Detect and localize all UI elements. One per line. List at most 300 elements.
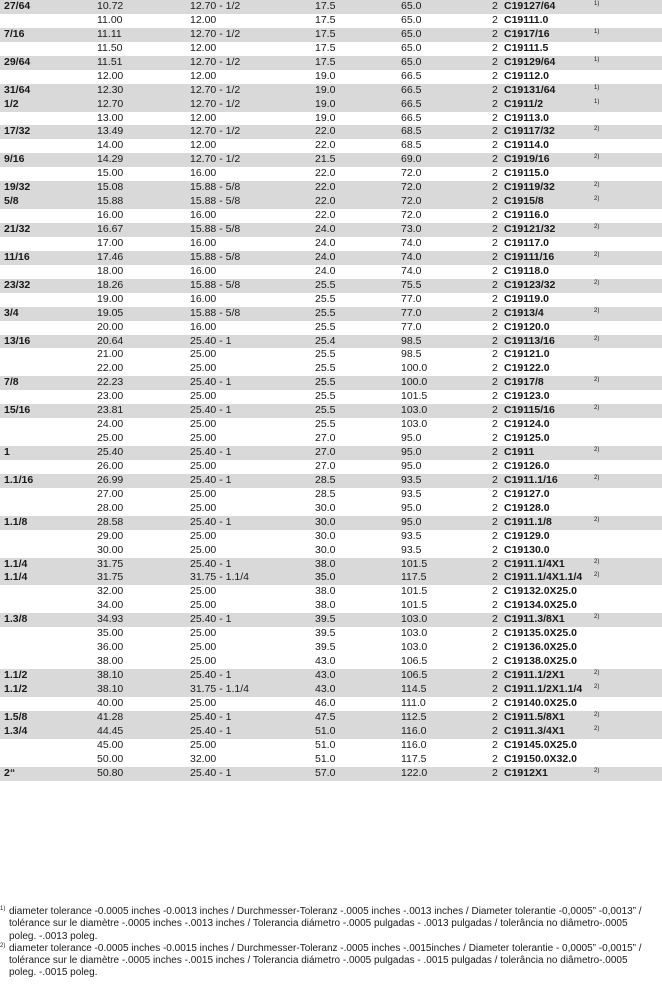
article-number: C19123/32 [504,278,556,291]
table-row [0,321,662,335]
article-number: C1911/2 [504,97,544,110]
shank-size: 16.00 [190,236,217,249]
overall-length: 106.5 [401,655,428,668]
footnote-ref: 2) [594,377,600,384]
bore-diameter: 14.29 [97,153,124,166]
overall-length: 112.5 [401,710,427,723]
bore-diameter: 22.23 [97,376,124,389]
overall-length: 111.0 [401,696,426,709]
shank-size: 25.00 [190,627,217,640]
article-number: C1915/8 [504,195,544,208]
table-row [0,293,662,307]
cutting-length: 19.0 [315,83,336,96]
overall-length: 117.5 [401,571,427,584]
overall-length: 65.0 [401,55,422,68]
bore-diameter: 26.99 [97,473,124,486]
cutting-length: 17.5 [315,0,336,12]
footnote-ref: 2) [594,182,600,189]
article-number: C19126.0 [504,459,550,472]
article-number: C19111/16 [504,250,555,263]
overall-length: 72.0 [401,167,422,180]
footnote-ref: 2) [594,614,600,621]
size-inch: 1/2 [4,97,19,110]
shank-size: 25.00 [190,655,217,668]
flutes: 2 [492,418,498,431]
overall-length: 95.0 [401,501,422,514]
table-row [0,739,662,753]
shank-size: 16.00 [190,167,217,180]
cutting-length: 30.0 [315,529,336,542]
article-number: C19115.0 [504,167,549,180]
flutes: 2 [492,696,498,709]
bore-diameter: 34.00 [97,599,124,612]
footnote-ref: 1) [594,98,600,105]
bore-diameter: 17.46 [97,250,124,263]
overall-length: 72.0 [401,209,422,222]
flutes: 2 [492,250,498,263]
flutes: 2 [492,571,498,584]
shank-size: 12.00 [190,13,217,26]
table-row [0,488,662,502]
flutes: 2 [492,613,498,626]
flutes: 2 [492,655,498,668]
bore-diameter: 25.00 [97,432,124,445]
flutes: 2 [492,320,498,333]
table-row [0,432,662,446]
footnote-ref: 2) [594,767,600,774]
size-inch: 17/32 [4,125,31,138]
flutes: 2 [492,83,498,96]
overall-length: 66.5 [401,83,422,96]
article-number: C19121.0 [504,348,550,361]
footnote-ref: 1) [594,56,600,63]
shank-size: 25.40 - 1 [190,613,232,626]
cutting-length: 27.0 [315,446,336,458]
article-number: C1911.1/2X1.1/4 [504,682,583,695]
article-number: C1911.1/16 [504,473,558,486]
cutting-length: 43.0 [315,669,336,681]
table-row [0,558,662,572]
flutes: 2 [492,41,498,54]
table-row [0,571,662,585]
table-row [0,390,662,404]
flutes: 2 [492,236,498,249]
flutes: 2 [492,27,498,40]
footnote-ref: 2) [594,335,600,342]
article-number: C19125.0 [504,432,550,445]
shank-size: 16.00 [190,264,217,277]
shank-size: 12.00 [190,69,217,82]
flutes: 2 [492,585,498,598]
article-number: C1911.1/4X1 [504,557,565,570]
shank-size: 25.00 [190,543,217,556]
overall-length: 95.0 [401,446,422,458]
cutting-length: 25.5 [315,320,336,333]
table-row [0,181,662,195]
cutting-length: 25.5 [315,390,336,403]
article-number: C19111.0 [504,13,549,26]
bore-diameter: 20.00 [97,320,124,333]
flutes: 2 [492,334,498,347]
cutting-length: 28.5 [315,487,336,500]
footnote-ref: 2) [594,196,600,203]
overall-length: 103.0 [401,418,428,431]
article-number: C19128.0 [504,501,550,514]
overall-length: 117.5 [401,752,427,765]
shank-size: 25.00 [190,390,217,403]
cutting-length: 25.5 [315,348,336,361]
cutting-length: 30.0 [315,515,336,528]
flutes: 2 [492,362,498,375]
table-row [0,641,662,655]
flutes: 2 [492,278,498,291]
cutting-length: 17.5 [315,27,336,40]
bore-diameter: 18.26 [97,278,124,291]
overall-length: 114.5 [401,682,427,695]
overall-length: 73.0 [401,223,422,235]
table-row [0,307,662,321]
overall-length: 74.0 [401,250,422,263]
table-row [0,753,662,767]
table-row [0,376,662,390]
table-row [0,56,662,70]
cutting-length: 22.0 [315,125,336,138]
article-number: C19114.0 [504,139,549,152]
cutting-length: 51.0 [315,724,336,737]
article-number: C19121/32 [504,223,556,235]
footnote-ref: 2) [594,474,600,481]
shank-size: 25.00 [190,529,217,542]
article-number: C1911.1/4X1.1/4 [504,571,583,584]
table-row [0,669,662,683]
bore-diameter: 23.81 [97,404,124,417]
bore-diameter: 19.00 [97,292,124,305]
table-row [0,697,662,711]
bore-diameter: 50.80 [97,766,124,779]
shank-size: 15.88 - 5/8 [190,195,241,208]
flutes: 2 [492,69,498,82]
overall-length: 100.0 [401,376,428,389]
flutes: 2 [492,111,498,124]
table-row [0,28,662,42]
cutting-length: 25.5 [315,376,336,389]
size-inch: 7/16 [4,27,25,40]
flutes: 2 [492,710,498,723]
overall-length: 69.0 [401,153,422,166]
footnote-ref: 2) [594,558,600,565]
bore-diameter: 12.70 [97,97,124,110]
shank-size: 25.40 - 1 [190,557,232,570]
article-number: C19129/64 [504,55,556,68]
article-number: C19124.0 [504,418,550,431]
shank-size: 31.75 - 1.1/4 [190,571,249,584]
overall-length: 72.0 [401,181,422,194]
cutting-length: 25.5 [315,404,336,417]
table-row [0,711,662,725]
article-number: C19119/32 [504,181,555,194]
footnote-ref: 1) [594,84,600,91]
shank-size: 25.40 - 1 [190,669,232,681]
size-inch: 1.1/2 [4,682,28,695]
flutes: 2 [492,97,498,110]
flutes: 2 [492,682,498,695]
article-number: C19119.0 [504,292,549,305]
shank-size: 25.00 [190,418,217,431]
overall-length: 72.0 [401,195,422,208]
flutes: 2 [492,153,498,166]
table-row [0,195,662,209]
bore-diameter: 11.50 [97,41,123,54]
flutes: 2 [492,738,498,751]
table-row [0,251,662,265]
overall-length: 95.0 [401,515,422,528]
article-number: C19150.0X32.0 [504,752,577,765]
cutting-length: 17.5 [315,55,336,68]
overall-length: 100.0 [401,362,428,375]
bore-diameter: 16.00 [97,209,124,222]
table-row [0,42,662,56]
article-number: C19117.0 [504,236,549,249]
article-number: C19131/64 [504,83,556,96]
table-row [0,70,662,84]
size-inch: 21/32 [4,223,31,235]
overall-length: 101.5 [401,599,428,612]
cutting-length: 30.0 [315,501,336,514]
shank-size: 16.00 [190,320,217,333]
flutes: 2 [492,473,498,486]
article-number: C19129.0 [504,529,550,542]
bore-diameter: 35.00 [97,627,124,640]
shank-size: 25.40 - 1 [190,766,232,779]
bore-diameter: 15.00 [97,167,124,180]
bore-diameter: 15.88 [97,195,124,208]
overall-length: 95.0 [401,459,422,472]
shank-size: 25.00 [190,501,217,514]
size-inch: 5/8 [4,195,19,208]
size-inch: 1.1/4 [4,557,28,570]
shank-size: 16.00 [190,292,217,305]
table-row [0,223,662,237]
footnotes [0,906,654,980]
article-number: C19134.0X25.0 [504,599,577,612]
footnote-ref: 2) [594,126,600,133]
table-row [0,0,662,14]
article-number: C19130.0 [504,543,550,556]
footnote-ref: 1) [594,28,600,35]
overall-length: 116.0 [401,724,427,737]
cutting-length: 22.0 [315,167,336,180]
article-number: C19138.0X25.0 [504,655,577,668]
bore-diameter: 30.00 [97,543,124,556]
shank-size: 25.00 [190,696,217,709]
cutting-length: 25.4 [315,334,336,347]
cutting-length: 38.0 [315,557,336,570]
cutting-length: 39.5 [315,641,336,654]
article-number: C19135.0X25.0 [504,627,577,640]
bore-diameter: 50.00 [97,752,124,765]
article-number: C19113.0 [504,111,549,124]
overall-length: 93.5 [401,529,422,542]
table-row [0,460,662,474]
overall-length: 93.5 [401,473,422,486]
article-number: C19112.0 [504,69,549,82]
table-row [0,335,662,349]
shank-size: 25.40 - 1 [190,710,232,723]
shank-size: 12.00 [190,41,217,54]
overall-length: 65.0 [401,13,422,26]
cutting-length: 25.5 [315,362,336,375]
bore-diameter: 29.00 [97,529,124,542]
table-row [0,418,662,432]
flutes: 2 [492,641,498,654]
table-row [0,265,662,279]
flutes: 2 [492,181,498,194]
size-inch: 9/16 [4,153,25,166]
cutting-length: 25.5 [315,292,336,305]
bore-diameter: 40.00 [97,696,124,709]
flutes: 2 [492,195,498,208]
size-inch: 1.1/16 [4,473,34,486]
shank-size: 25.00 [190,738,217,751]
article-number: C19115/16 [504,404,555,417]
overall-length: 103.0 [401,641,428,654]
footnote-ref: 2) [594,447,600,453]
size-inch: 1.3/4 [4,724,28,737]
article-number: C19113/16 [504,334,555,347]
cutting-length: 38.0 [315,599,336,612]
article-number: C1911.3/8X1 [504,613,565,626]
cutting-length: 24.0 [315,250,336,263]
cutting-length: 38.0 [315,585,336,598]
bore-diameter: 26.00 [97,459,124,472]
flutes: 2 [492,543,498,556]
overall-length: 101.5 [401,390,428,403]
shank-size: 25.00 [190,362,217,375]
shank-size: 12.70 - 1/2 [190,125,241,138]
table-row [0,14,662,28]
size-inch: 23/32 [4,278,31,291]
shank-size: 25.40 - 1 [190,404,232,417]
flutes: 2 [492,557,498,570]
bore-diameter: 12.30 [97,83,124,96]
overall-length: 103.0 [401,613,428,626]
shank-size: 25.40 - 1 [190,446,232,458]
flutes: 2 [492,292,498,305]
bore-diameter: 31.75 [97,557,124,570]
overall-length: 116.0 [401,738,427,751]
shank-size: 12.70 - 1/2 [190,83,241,96]
cutting-length: 57.0 [315,766,336,779]
article-number: C1911 [504,446,535,458]
shank-size: 25.00 [190,348,217,361]
cutting-length: 21.5 [315,153,336,166]
cutting-length: 22.0 [315,195,336,208]
bore-diameter: 38.00 [97,655,124,668]
bore-diameter: 24.00 [97,418,124,431]
table-row [0,237,662,251]
footnote-ref: 2) [594,154,600,161]
article-number: C19123.0 [504,390,550,403]
article-number: C19145.0X25.0 [504,738,577,751]
size-inch: 27/64 [4,0,31,12]
article-number: C19136.0X25.0 [504,641,577,654]
article-number: C1917/8 [504,376,544,389]
bore-diameter: 36.00 [97,641,124,654]
table-row [0,348,662,362]
cutting-length: 28.5 [315,473,336,486]
flutes: 2 [492,55,498,68]
shank-size: 25.00 [190,459,217,472]
table-row [0,474,662,488]
footnote-ref: 2) [594,670,600,676]
overall-length: 95.0 [401,432,422,445]
flutes: 2 [492,446,498,458]
cutting-length: 19.0 [315,111,336,124]
size-inch: 13/16 [4,334,31,347]
table-row [0,655,662,669]
cutting-length: 24.0 [315,223,336,235]
shank-size: 25.00 [190,585,217,598]
footnote-marker: 1) [0,906,6,912]
cutting-length: 22.0 [315,181,336,194]
size-inch: 1.1/4 [4,571,28,584]
size-inch: 29/64 [4,55,31,68]
shank-size: 12.70 - 1/2 [190,97,241,110]
overall-length: 103.0 [401,404,428,417]
table-row [0,725,662,739]
overall-length: 77.0 [401,306,422,319]
bore-diameter: 44.45 [97,724,124,737]
shank-size: 15.88 - 5/8 [190,278,241,291]
bore-diameter: 31.75 [97,571,124,584]
footnote-ref: 2) [594,725,600,732]
size-inch: 19/32 [4,181,31,194]
bore-diameter: 19.05 [97,306,124,319]
flutes: 2 [492,599,498,612]
table-row [0,167,662,181]
flutes: 2 [492,487,498,500]
table-row [0,599,662,613]
overall-length: 98.5 [401,334,422,347]
shank-size: 31.75 - 1.1/4 [190,682,249,695]
overall-length: 68.5 [401,139,422,152]
footnote-ref: 2) [594,711,600,718]
table-row [0,139,662,153]
shank-size: 25.40 - 1 [190,334,232,347]
article-number: C1913/4 [504,306,544,319]
article-number: C19127/64 [504,0,556,12]
overall-length: 77.0 [401,292,422,305]
flutes: 2 [492,0,498,12]
flutes: 2 [492,669,498,681]
overall-length: 66.5 [401,69,422,82]
bore-diameter: 17.00 [97,236,124,249]
table-row [0,516,662,530]
table-row [0,209,662,223]
overall-length: 77.0 [401,320,422,333]
cutting-length: 30.0 [315,543,336,556]
size-inch: 1.1/2 [4,669,28,681]
table-row [0,767,662,781]
bore-diameter: 13.00 [97,111,124,124]
bore-diameter: 34.93 [97,613,124,626]
shank-size: 12.70 - 1/2 [190,0,241,12]
article-number: C19116.0 [504,209,549,222]
shank-size: 12.00 [190,111,217,124]
size-inch: 31/64 [4,83,31,96]
flutes: 2 [492,209,498,222]
footnote-text: diameter tolerance -0.0005 inches -0.0015 inches / Durchmesser-Toleranz -.0005 inches -.0015inches / Diameter tolerantie - 0,0005” -0,0015” / tolérance sur le diamètre -.0005 inches -.0015 inches / Tolerancia diámetro -.0005 pulgadas - .0015 pulgadas / tolerância no diâmetro-.0005 poleg. -.0015 poleg. [9,942,642,979]
